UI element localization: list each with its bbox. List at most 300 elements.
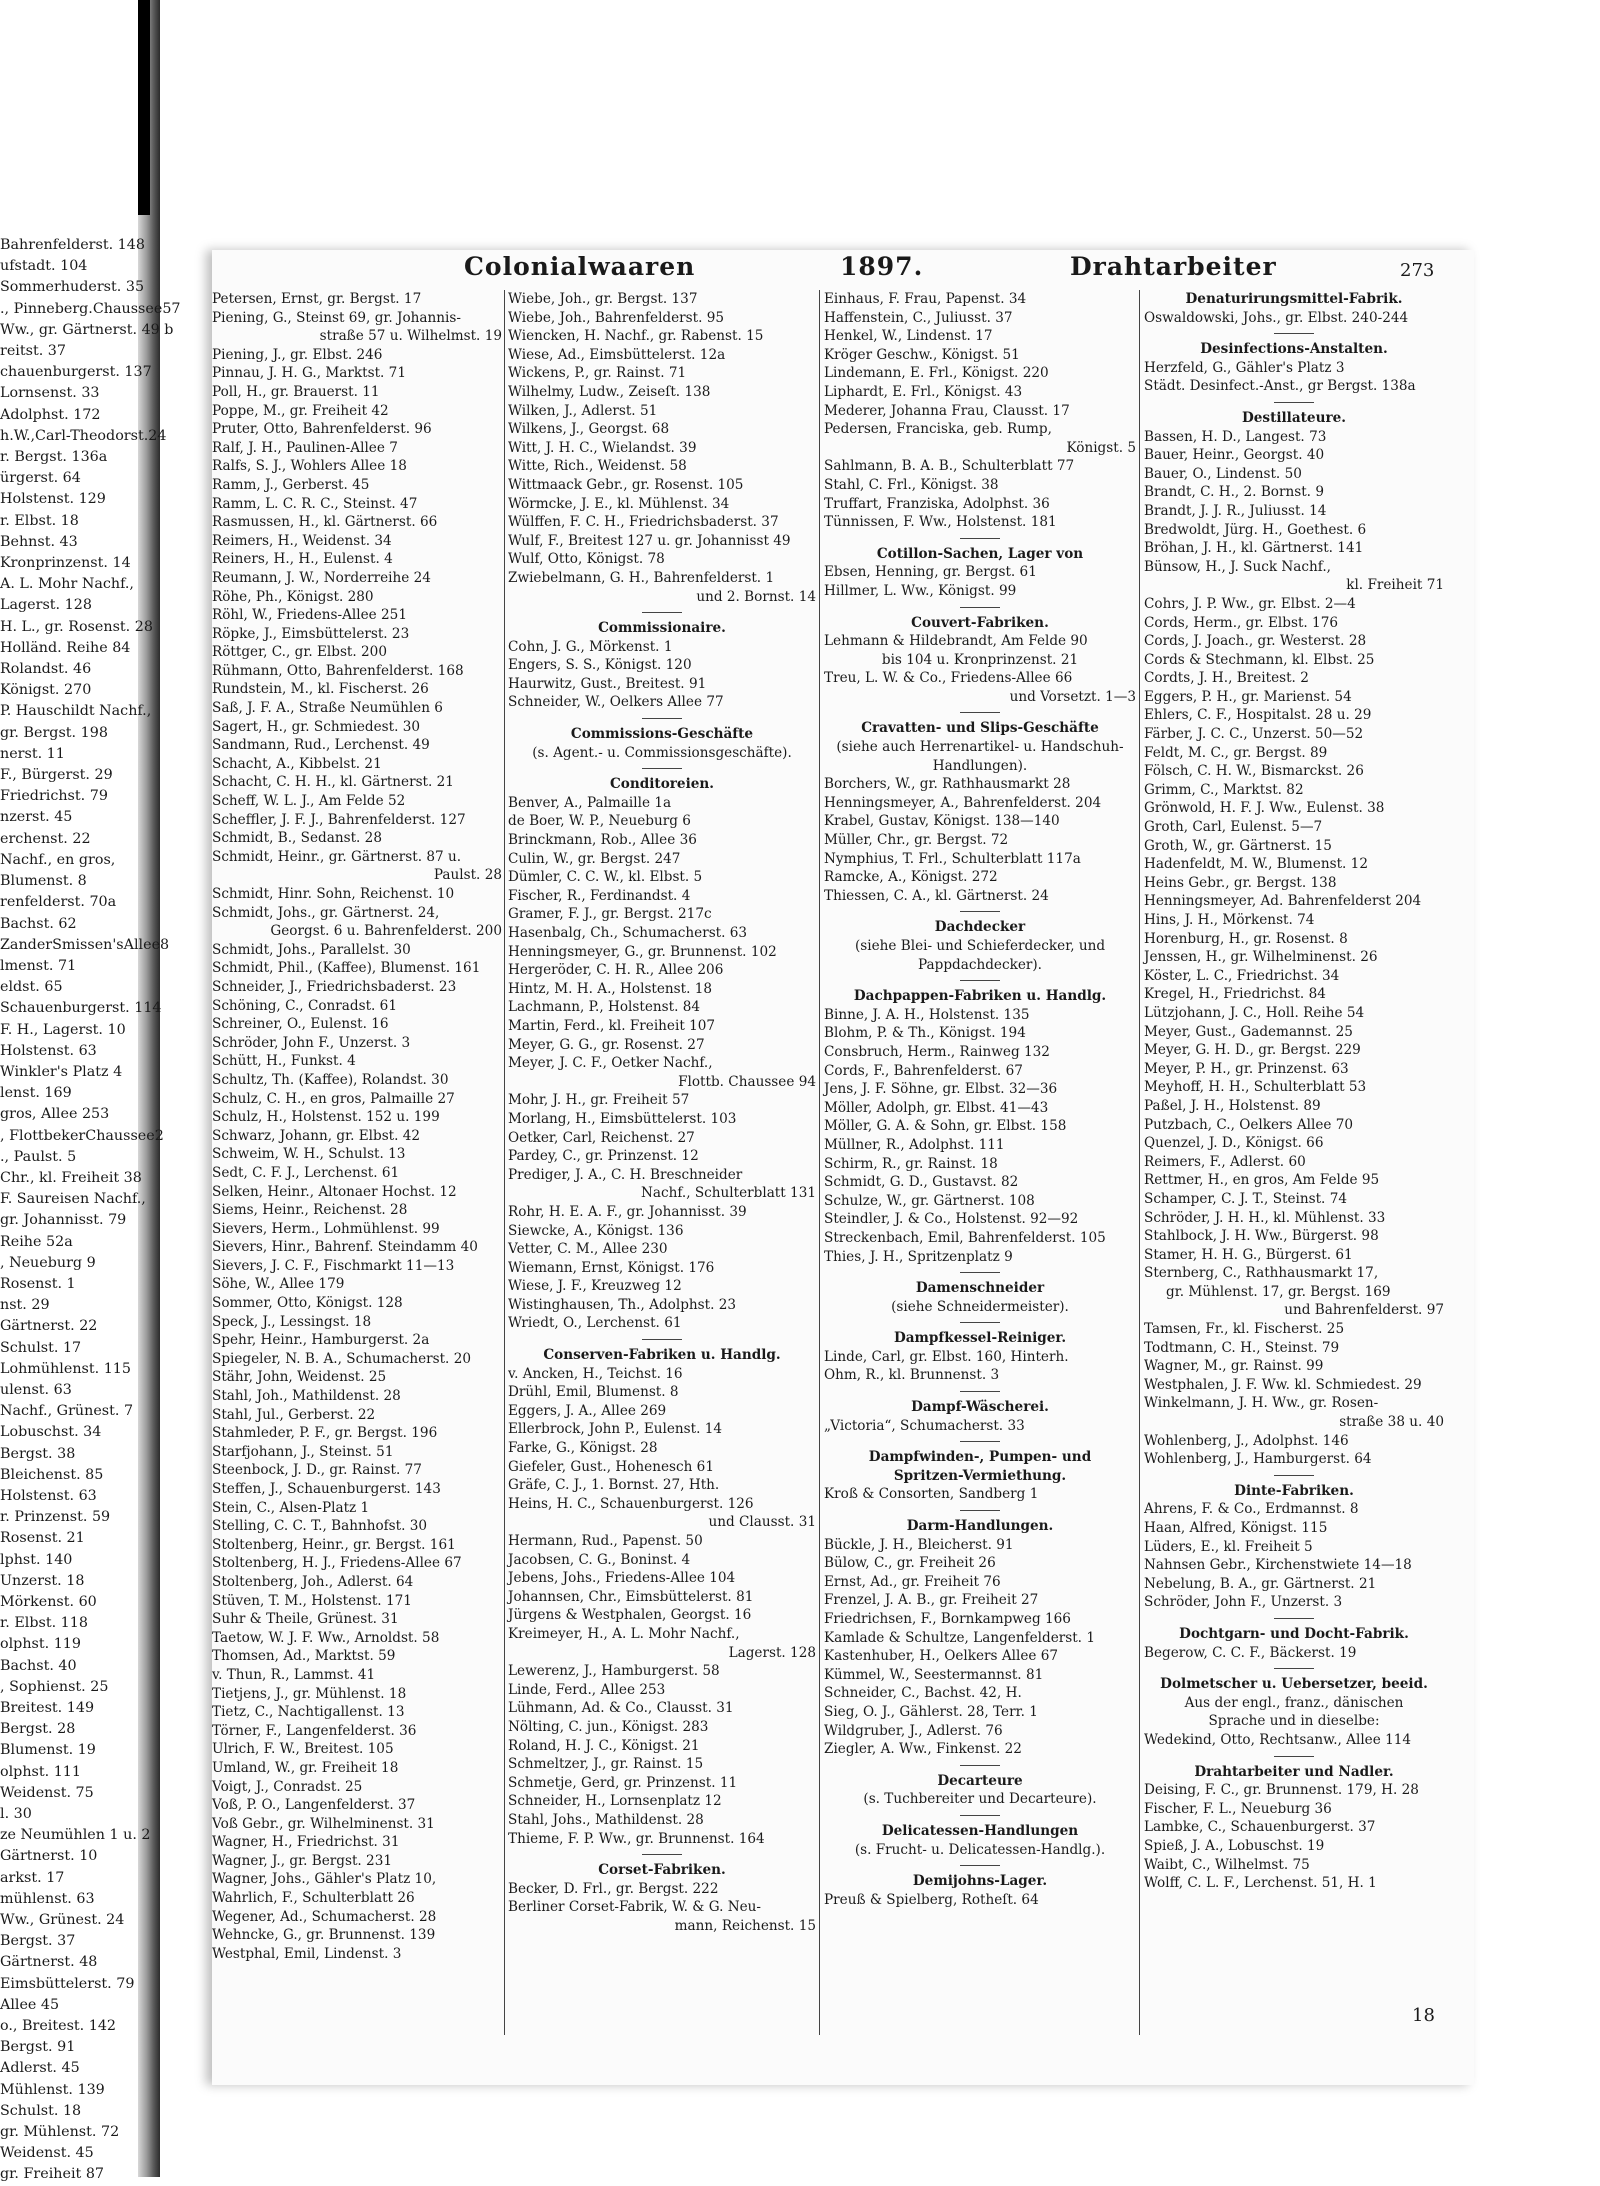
section-divider [960, 1391, 1000, 1392]
section-heading: Dinte-Fabriken. [1234, 1482, 1354, 1499]
left-page-line: Schauenburgerst. 114 [0, 1000, 162, 1017]
directory-entry: Mederer, Johanna Frau, Clausst. 17 [824, 402, 1070, 419]
directory-entry: Reumann, J. W., Norderreihe 24 [212, 569, 431, 586]
directory-entry: Schröder, John F., Unzerst. 3 [1144, 1594, 1343, 1611]
directory-entry: Pruter, Otto, Bahrenfelderst. 96 [212, 421, 432, 438]
directory-entry: Köster, L. C., Friedrichst. 34 [1144, 967, 1340, 984]
directory-entry: Schmidt, G. D., Gustavst. 82 [824, 1174, 1019, 1191]
directory-entry: Meyer, Gust., Gademannst. 25 [1144, 1023, 1353, 1040]
directory-entry: Westphalen, J. F. Ww. kl. Schmiedest. 29 [1144, 1376, 1422, 1393]
directory-entry: Witte, Rich., Weidenst. 58 [508, 458, 687, 475]
directory-entry: Wriedt, O., Lerchenst. 61 [508, 1315, 682, 1332]
page-number: 273 [1400, 260, 1435, 281]
directory-entry: Ramm, L. C. R. C., Steinst. 47 [212, 495, 418, 512]
left-page-line: Bergst. 37 [0, 1933, 76, 1950]
directory-entry: Stahlbock, J. H. Ww., Bürgerst. 98 [1144, 1228, 1379, 1245]
left-page-line: Gärtnerst. 48 [0, 1954, 98, 1971]
left-page-line: Blumenst. 19 [0, 1742, 96, 1759]
section-divider [960, 911, 1000, 912]
directory-entry: Scheffler, J. F. J., Bahrenfelderst. 127 [212, 811, 466, 828]
left-page-line: Rosenst. 21 [0, 1530, 85, 1547]
directory-entry: Röttger, C., gr. Elbst. 200 [212, 644, 387, 661]
left-page-line: F. Saureisen Nachf., [0, 1191, 146, 1208]
left-page-line: ürgerst. 64 [0, 470, 81, 487]
directory-entry: Steffen, J., Schauenburgerst. 143 [212, 1481, 441, 1497]
directory-entry: Heins Gebr., gr. Bergst. 138 [1144, 874, 1337, 891]
left-page-line: Mörkenst. 60 [0, 1594, 97, 1610]
directory-entry: „Victoria“, Schumacherst. 33 [824, 1417, 1025, 1434]
directory-entry: Cordts, J. H., Breitest. 2 [1144, 670, 1309, 687]
directory-entry: und Vorsetzt. 1—3 [1009, 688, 1136, 705]
binding-tab [138, 0, 150, 215]
directory-entry: Cords & Stechmann, kl. Elbst. 25 [1144, 651, 1375, 668]
directory-entry: Rohr, H. E. A. F., gr. Johannisst. 39 [508, 1203, 747, 1220]
section-note: bis 104 u. Kronprinzenst. 21 [881, 651, 1079, 668]
directory-entry: Rühmann, Otto, Bahrenfelderst. 168 [212, 662, 464, 679]
directory-entry: Prediger, J. A., C. H. Breschneider [508, 1166, 743, 1183]
directory-entry: und Bahrenfelderst. 97 [1284, 1302, 1444, 1319]
directory-entry: Dümler, C. C. W., kl. Elbst. 5 [508, 869, 703, 886]
directory-entry: Kastenhuber, H., Oelkers Allee 67 [824, 1648, 1059, 1665]
section-note: Pappdachdecker). [918, 956, 1042, 973]
section-divider [1274, 333, 1314, 334]
section-heading: Darm-Handlungen. [906, 1518, 1054, 1535]
directory-entry: Ramm, J., Gerberst. 45 [212, 476, 370, 493]
directory-entry: Lützjohann, J. C., Holl. Reihe 54 [1144, 1004, 1365, 1021]
directory-entry: Kroß & Consorten, Sandberg 1 [824, 1486, 1039, 1503]
section-heading: Commissionaire. [598, 620, 726, 637]
directory-entry: Umland, W., gr. Freiheit 18 [212, 1759, 399, 1776]
left-page-line: Bleichenst. 85 [0, 1466, 104, 1483]
directory-entry: Starfjohann, J., Steinst. 51 [212, 1443, 394, 1460]
directory-entry: Färber, J. C. C., Unzerst. 50—52 [1144, 726, 1364, 743]
directory-entry: Thomsen, Ad., Marktst. 59 [212, 1648, 396, 1665]
column-rule [504, 290, 505, 2035]
directory-entry: Wagner, Johs., Gähler's Platz 10, [212, 1871, 437, 1888]
directory-entry: Cohrs, J. P. Ww., gr. Elbst. 2—4 [1144, 595, 1356, 612]
directory-entry: Schirm, R., gr. Rainst. 18 [824, 1155, 998, 1172]
directory-entry: Hasenbalg, Ch., Schumacherst. 63 [508, 925, 748, 941]
left-page-line: Holstenst. 63 [0, 1042, 97, 1059]
directory-entry: Rettmer, H., en gros, Am Felde 95 [1144, 1172, 1380, 1189]
directory-entry: Stoltenberg, Joh., Adlerst. 64 [212, 1573, 414, 1590]
directory-entry: Siems, Heinr., Reichenst. 28 [212, 1202, 408, 1219]
section-divider [642, 768, 682, 769]
directory-entry: Kreimeyer, H., A. L. Mohr Nachf., [508, 1625, 740, 1642]
directory-entry: Lehmann & Hildebrandt, Am Felde 90 [824, 633, 1088, 650]
directory-entry: v. Ancken, H., Teichst. 16 [508, 1365, 683, 1382]
directory-entry: Putzbach, C., Oelkers Allee 70 [1144, 1116, 1354, 1133]
left-page-line: gros, Allee 253 [0, 1106, 110, 1123]
directory-entry: Benver, A., Palmaille 1a [508, 794, 672, 811]
section-divider [1274, 1756, 1314, 1757]
directory-entry: Wiemann, Ernst, Königst. 176 [508, 1259, 715, 1276]
section-divider [960, 1272, 1000, 1273]
directory-entry: Linde, Ferd., Allee 253 [508, 1681, 666, 1698]
left-page-line: Nachf., Grünest. 7 [0, 1403, 134, 1420]
directory-entry: Preuß & Spielberg, Rotheſt. 64 [824, 1891, 1039, 1908]
directory-entry: Poll, H., gr. Brauerst. 11 [212, 383, 380, 400]
directory-entry: Tamsen, Fr., kl. Fischerst. 25 [1144, 1321, 1345, 1338]
directory-entry: Nachf., Schulterblatt 131 [640, 1185, 816, 1202]
section-heading: Dampfwinden-, Pumpen- und [868, 1449, 1092, 1466]
left-page-line: Reihe 52a [0, 1233, 73, 1250]
directory-entry: Wülffen, F. C. H., Friedrichsbaderst. 37 [508, 514, 779, 531]
left-page-line: Bergst. 38 [0, 1445, 76, 1462]
directory-entry: Einhaus, F. Frau, Papenst. 34 [824, 291, 1027, 307]
directory-entry: Hintz, M. H. A., Holstenst. 18 [508, 980, 713, 997]
directory-entry: Bassen, H. D., Langest. 73 [1144, 428, 1327, 445]
left-page-line: Eimsbüttelerst. 79 [0, 1975, 135, 1992]
directory-entry: Scheff, W. L. J., Am Felde 52 [212, 793, 406, 810]
section-heading: Dochtgarn- und Docht-Fabrik. [1179, 1625, 1409, 1642]
directory-entry: Wedekind, Otto, Rechtsanw., Allee 114 [1144, 1731, 1412, 1748]
directory-entry: Röpke, J., Eimsbüttelerst. 23 [212, 625, 410, 642]
directory-entry: Schmidt, Johs., gr. Gärtnerst. 24, [212, 904, 440, 921]
directory-entry: Meyer, G. G., gr. Rosenst. 27 [508, 1036, 705, 1053]
section-heading: Cotillon-Sachen, Lager von [876, 545, 1084, 562]
left-page-line: , FlottbekerChaussee2 [0, 1127, 164, 1144]
directory-entry: Reimers, H., Weidenst. 34 [212, 532, 392, 549]
directory-entry: Frenzel, J. A. B., gr. Freiheit 27 [824, 1592, 1039, 1609]
left-page-line: Bachst. 40 [0, 1657, 77, 1674]
directory-entry: Kümmel, W., Seestermannst. 81 [824, 1666, 1044, 1683]
directory-entry: Streckenbach, Emil, Bahrenfelderst. 105 [824, 1229, 1106, 1246]
directory-entry: Ahrens, F. & Co., Erdmannst. 8 [1144, 1501, 1359, 1518]
directory-entry: Hillmer, L. Ww., Königst. 99 [824, 582, 1017, 599]
left-page-line: F. H., Lagerst. 10 [0, 1021, 126, 1038]
directory-entry: Bauer, O., Lindenst. 50 [1144, 465, 1302, 482]
left-page-line: mühlenst. 63 [0, 1890, 95, 1907]
section-divider [642, 1339, 682, 1340]
directory-entry: Sedt, C. F. J., Lerchenst. 61 [212, 1164, 400, 1181]
left-page-line: ZanderSmissen'sAllee8 [0, 936, 170, 953]
left-page-line: gr. Mühlenst. 72 [0, 2124, 120, 2141]
directory-entry: Tietjens, J., gr. Mühlenst. 18 [212, 1685, 407, 1702]
directory-entry: Müller, Chr., gr. Bergst. 72 [824, 832, 1009, 849]
left-page-line: o., Breitest. 142 [0, 2018, 117, 2035]
directory-entry: Sagert, H., gr. Schmiedest. 30 [212, 718, 421, 735]
header-year: 1897. [840, 252, 924, 281]
directory-entry: Vetter, C. M., Allee 230 [508, 1241, 668, 1258]
directory-entry: Borchers, W., gr. Rathhausmarkt 28 [824, 776, 1071, 793]
directory-entry: Krabel, Gustav, Königst. 138—140 [824, 813, 1060, 830]
directory-entry: Feldt, M. C., gr. Bergst. 89 [1144, 744, 1328, 761]
directory-entry: Pedersen, Franciska, geb. Rump, [824, 421, 1052, 438]
header-right-title: Drahtarbeiter [1070, 252, 1277, 281]
section-divider [1274, 402, 1314, 403]
directory-entry: Törner, F., Langenfelderst. 36 [212, 1722, 417, 1739]
section-divider [960, 1510, 1000, 1511]
directory-entry: Pinnau, J. H. G., Marktst. 71 [212, 365, 406, 382]
left-page-line: Lagerst. 128 [0, 597, 92, 614]
directory-entry: Wulf, F., Breitest 127 u. gr. Johannisst 49 [508, 532, 791, 549]
left-page-line: gr. Freiheit 87 [0, 2166, 105, 2183]
directory-entry: Stahl, Johs., Mathildenst. 28 [508, 1811, 704, 1828]
section-divider [642, 612, 682, 613]
directory-entry: Cords, F., Bahrenfelderst. 67 [824, 1062, 1023, 1079]
directory-entry: Schwarz, Johann, gr. Elbst. 42 [212, 1127, 421, 1144]
directory-entry: Schmidt, Heinr., gr. Gärtnerst. 87 u. [212, 848, 462, 865]
directory-entry: Hadenfeldt, M. W., Blumenst. 12 [1144, 856, 1368, 873]
directory-entry: Wiebe, Joh., Bahrenfelderst. 95 [508, 309, 725, 326]
directory-entry: Thieme, F. P. Ww., gr. Brunnenst. 164 [508, 1830, 765, 1847]
directory-entry: Bülow, C., gr. Freiheit 26 [824, 1555, 996, 1572]
directory-entry: Cords, Herm., gr. Elbst. 176 [1144, 614, 1339, 631]
left-page-line: Chr., kl. Freiheit 38 [0, 1169, 142, 1186]
directory-entry: Jenssen, H., gr. Wilhelminenst. 26 [1144, 949, 1378, 966]
left-page-line: Ww., Grünest. 24 [0, 1912, 125, 1929]
left-page-line: erchenst. 22 [0, 830, 91, 847]
left-page-line: , Neueburg 9 [0, 1254, 96, 1271]
directory-entry: Bröhan, J. H., kl. Gärtnerst. 141 [1144, 540, 1364, 557]
directory-entry: Bünsow, H., J. Suck Nachf., [1144, 558, 1331, 575]
column-2 [508, 290, 816, 1935]
directory-entry: Tietz, C., Nachtigallenst. 13 [212, 1704, 405, 1721]
directory-entry: Stahl, Joh., Mathildenst. 28 [212, 1388, 401, 1405]
directory-entry: Spieß, J. A., Lobuschst. 19 [1144, 1837, 1325, 1854]
left-page-line: r. Elbst. 18 [0, 512, 79, 529]
directory-entry: Sommer, Otto, Königst. 128 [212, 1295, 403, 1312]
section-heading: Drahtarbeiter und Nadler. [1194, 1763, 1394, 1780]
directory-entry: gr. Mühlenst. 17, gr. Bergst. 169 [1166, 1283, 1391, 1300]
directory-entry: Brinckmann, Rob., Allee 36 [508, 832, 697, 849]
left-page-line: nst. 29 [0, 1297, 50, 1314]
directory-entry: Becker, D. Frl., gr. Bergst. 222 [508, 1880, 719, 1897]
directory-entry: Heins, H. C., Schauenburgerst. 126 [508, 1495, 754, 1512]
left-page-line: gr. Bergst. 198 [0, 724, 108, 741]
directory-entry: Kröger Geschw., Königst. 51 [824, 346, 1020, 363]
column-rule [1139, 290, 1140, 2035]
directory-entry: Sieg, O. J., Gählerst. 28, Terr. 1 [824, 1703, 1038, 1720]
directory-entry: Stüven, T. M., Holstenst. 171 [212, 1592, 412, 1609]
directory-entry: Wagner, J., gr. Bergst. 231 [212, 1852, 393, 1869]
directory-entry: Selken, Heinr., Altonaer Hochst. 12 [212, 1183, 457, 1200]
section-heading: Destillateure. [1241, 409, 1347, 426]
left-page-line: Mühlenst. 139 [0, 2081, 105, 2098]
directory-entry: Ohm, R., kl. Brunnenst. 3 [824, 1367, 1000, 1384]
left-page-line: H. L., gr. Rosenst. 28 [0, 618, 153, 635]
directory-entry: Steindler, J. & Co., Holstenst. 92—92 [824, 1211, 1079, 1228]
directory-entry: Herzfeld, G., Gähler's Platz 3 [1144, 359, 1345, 376]
left-page-line: Holländ. Reihe 84 [0, 639, 131, 656]
directory-entry: Schacht, A., Kibbelst. 21 [212, 755, 382, 772]
directory-entry: Witt, J. H. C., Wielandst. 39 [508, 439, 697, 456]
left-page-line: Breitest. 149 [0, 1700, 95, 1717]
left-page-line: ., Paulst. 5 [0, 1148, 77, 1165]
directory-entry: Spiegeler, N. B. A., Schumacherst. 20 [212, 1350, 471, 1367]
left-page-line: Kronprinzenst. 14 [0, 555, 131, 572]
left-page-line: r. Elbst. 118 [0, 1615, 88, 1632]
directory-entry: Sternberg, C., Rathhausmarkt 17, [1144, 1265, 1379, 1282]
directory-entry: Spehr, Heinr., Hamburgerst. 2a [212, 1332, 430, 1349]
directory-entry: Schreiner, O., Eulenst. 16 [212, 1016, 389, 1033]
directory-entry: Lewerenz, J., Hamburgerst. 58 [508, 1663, 720, 1680]
directory-entry: Bückle, J. H., Bleicherst. 91 [824, 1536, 1014, 1553]
left-page-line: r. Bergst. 136a [0, 449, 108, 466]
directory-entry: Ehlers, C. F., Hospitalst. 28 u. 29 [1144, 707, 1372, 724]
directory-entry: Berliner Corset-Fabrik, W. & G. Neu- [508, 1899, 762, 1916]
left-page-line: olphst. 111 [0, 1763, 81, 1780]
section-divider [1274, 1618, 1314, 1619]
directory-entry: Drühl, Emil, Blumenst. 8 [508, 1384, 679, 1401]
section-heading: Commissions-Geschäfte [570, 726, 754, 743]
section-divider [642, 718, 682, 719]
directory-entry: Petersen, Ernst, gr. Bergst. 17 [212, 291, 422, 307]
directory-entry: Hermann, Rud., Papenst. 50 [508, 1533, 703, 1549]
directory-entry: Ramcke, A., Königst. 272 [824, 869, 998, 886]
directory-entry: Linde, Carl, gr. Elbst. 160, Hinterh. [824, 1348, 1069, 1365]
left-page-line: reitst. 37 [0, 343, 66, 360]
left-page-line: Friedrichst. 79 [0, 788, 108, 805]
directory-entry: Jebens, Johs., Friedens-Allee 104 [508, 1570, 736, 1587]
left-page-line: P. Hauschildt Nachf., [0, 703, 152, 720]
directory-entry: Wiebe, Joh., gr. Bergst. 137 [508, 291, 698, 307]
directory-entry: Schmidt, Phil., (Kaffee), Blumenst. 161 [212, 960, 481, 977]
directory-entry: Lüders, E., kl. Freiheit 5 [1144, 1538, 1313, 1555]
directory-entry: Blohm, P. & Th., Königst. 194 [824, 1025, 1026, 1042]
directory-entry: Friedrichsen, F., Bornkampweg 166 [824, 1611, 1071, 1627]
directory-entry: Ralf, J. H., Paulinen-Allee 7 [212, 439, 398, 456]
section-divider [960, 1322, 1000, 1323]
directory-entry: Hins, J. H., Mörkenst. 74 [1144, 912, 1315, 928]
left-page-line: lenst. 169 [0, 1085, 72, 1102]
directory-entry: Rasmussen, H., kl. Gärtnerst. 66 [212, 514, 438, 531]
directory-entry: Martin, Ferd., kl. Freiheit 107 [508, 1017, 716, 1034]
directory-entry: Röhe, Ph., Königst. 280 [212, 588, 374, 605]
left-page-line: Schulst. 17 [0, 1339, 82, 1356]
directory-entry: Speck, J., Lessingst. 18 [212, 1313, 372, 1330]
left-page-line: Winkler's Platz 4 [0, 1063, 123, 1080]
section-note: (siehe auch Herrenartikel- u. Handschuh- [836, 739, 1124, 756]
section-divider [960, 980, 1000, 981]
section-heading: Delicatessen-Handlungen [881, 1822, 1079, 1839]
column-4 [1144, 290, 1444, 1893]
directory-entry: Wehncke, G., gr. Brunnenst. 139 [212, 1927, 436, 1944]
left-page-line: Nachf., en gros, [0, 851, 116, 868]
directory-entry: Horenburg, H., gr. Rosenst. 8 [1144, 930, 1348, 947]
left-page-line: A. L. Mohr Nachf., [0, 576, 134, 593]
directory-entry: Wiencken, H. Nachf., gr. Rabenst. 15 [508, 328, 764, 345]
directory-entry: Wittmaack Gebr., gr. Rosenst. 105 [508, 476, 744, 493]
directory-entry: Johannsen, Chr., Eimsbüttelerst. 81 [508, 1588, 754, 1605]
column-rule [819, 290, 820, 2035]
left-page-fragment [0, 235, 200, 2183]
left-page-line: Rolandst. 46 [0, 661, 92, 678]
directory-entry: Gramer, F. J., gr. Bergst. 217c [508, 906, 712, 923]
left-page-line: l. 30 [0, 1806, 32, 1823]
left-page-line: , Sophienst. 25 [0, 1678, 109, 1695]
header-left-title: Colonialwaaren [464, 252, 696, 281]
directory-entry: Schneider, H., Lornsenplatz 12 [508, 1793, 722, 1810]
directory-entry: Schöning, C., Conradst. 61 [212, 997, 397, 1014]
directory-entry: straße 57 u. Wilhelmst. 19 [319, 328, 502, 345]
directory-entry: Deising, F. C., gr. Brunnenst. 179, H. 28 [1144, 1782, 1419, 1799]
running-header [212, 250, 1474, 290]
directory-entry: straße 38 u. 40 [1339, 1414, 1444, 1431]
directory-entry: Nymphius, T. Frl., Schulterblatt 117a [824, 850, 1081, 867]
left-page-line: Unzerst. 18 [0, 1572, 85, 1589]
directory-entry: Schacht, C. H. H., kl. Gärtnerst. 21 [212, 774, 454, 791]
left-page-line: Weidenst. 45 [0, 2145, 94, 2162]
section-heading: Dampf-Wäscherei. [911, 1399, 1049, 1416]
directory-entry: Lambke, C., Schauenburgerst. 37 [1144, 1819, 1376, 1836]
directory-entry: Schneider, C., Bachst. 42, H. [824, 1685, 1022, 1702]
directory-entry: Schmetje, Gerd, gr. Prinzenst. 11 [508, 1774, 738, 1791]
left-page-line: Bahrenfelderst. 148 [0, 237, 145, 253]
directory-entry: Söhe, W., Allee 179 [212, 1276, 345, 1293]
directory-entry: mann, Reichenst. 15 [674, 1917, 816, 1934]
section-divider [960, 1765, 1000, 1766]
section-note: (siehe Blei- und Schieferdecker, und [854, 938, 1106, 954]
directory-entry: Wiese, Ad., Eimsbüttelerst. 12a [508, 346, 726, 363]
left-page-line: nzerst. 45 [0, 809, 73, 826]
directory-entry: Reimers, F., Adlerst. 60 [1144, 1153, 1306, 1170]
directory-entry: Haffenstein, C., Juliusst. 37 [824, 309, 1013, 326]
left-page-line: ufstadt. 104 [0, 258, 88, 275]
left-page-line: Sommerhuderst. 35 [0, 279, 145, 296]
directory-entry: Engers, S. S., Königst. 120 [508, 657, 692, 674]
directory-entry: Fischer, F. L., Neueburg 36 [1144, 1800, 1332, 1817]
directory-entry: Ellerbrock, John P., Eulenst. 14 [508, 1421, 723, 1438]
directory-entry: Sievers, J. C. F., Fischmarkt 11—13 [212, 1257, 455, 1274]
directory-entry: Sievers, Hinr., Bahrenf. Steindamm 40 [212, 1239, 478, 1256]
section-note: Handlungen). [932, 757, 1028, 774]
section-divider [642, 1854, 682, 1855]
directory-entry: Jacobsen, C. G., Boninst. 4 [508, 1551, 691, 1568]
left-page-line: eldst. 65 [0, 979, 63, 996]
directory-entry: Meyhoff, H. H., Schulterblatt 53 [1144, 1079, 1367, 1096]
section-heading: Dachpappen-Fabriken u. Handlg. [853, 988, 1107, 1005]
directory-entry: Möller, G. A. & Sohn, gr. Elbst. 158 [824, 1118, 1067, 1135]
left-page-line: Bergst. 28 [0, 1721, 76, 1738]
left-page-line: Lornsenst. 33 [0, 385, 100, 402]
directory-entry: de Boer, W. P., Neueburg 6 [508, 813, 691, 830]
directory-entry: Ernst, Ad., gr. Freiheit 76 [824, 1573, 1001, 1590]
directory-entry: und Clausst. 31 [708, 1514, 816, 1531]
directory-entry: Hergeröder, C. H. R., Allee 206 [508, 962, 724, 979]
directory-entry: Kregel, H., Friedrichst. 84 [1144, 986, 1326, 1003]
directory-entry: Voß, P. O., Langenfelderst. 37 [212, 1797, 416, 1814]
column-1 [212, 290, 502, 1963]
directory-entry: Zwiebelmann, G. H., Bahrenfelderst. 1 [508, 569, 775, 586]
directory-page [212, 250, 1474, 2085]
directory-entry: Voß Gebr., gr. Wilhelminenst. 31 [212, 1815, 435, 1832]
section-heading: Couvert-Fabriken. [911, 614, 1049, 631]
directory-entry: Schulz, C. H., en gros, Palmaille 27 [212, 1090, 455, 1107]
directory-entry: Henningsmeyer, Ad. Bahrenfelderst 204 [1144, 893, 1422, 910]
directory-entry: Grimm, C., Marktst. 82 [1144, 781, 1304, 798]
left-page-line: Rosenst. 1 [0, 1275, 76, 1292]
directory-entry: Stelling, C. C. T., Bahnhofst. 30 [212, 1518, 428, 1535]
left-page-line: Gärtnerst. 10 [0, 1848, 98, 1865]
directory-entry: Winkelmann, J. H. Ww., gr. Rosen- [1144, 1395, 1379, 1412]
left-page-line: Blumenst. 8 [0, 873, 87, 890]
directory-entry: Meyer, G. H. D., gr. Bergst. 229 [1144, 1042, 1361, 1059]
directory-entry: Steenbock, J. D., gr. Rainst. 77 [212, 1462, 422, 1479]
directory-entry: Piening, J., gr. Elbst. 246 [212, 346, 383, 363]
directory-entry: Lindemann, E. Frl., Königst. 220 [824, 365, 1049, 382]
left-page-line: Holstenst. 63 [0, 1487, 97, 1504]
section-heading: Dampfkessel-Reiniger. [893, 1330, 1067, 1347]
section-heading: Conditoreien. [609, 776, 715, 793]
column-3 [824, 290, 1136, 1909]
section-note: Sprache und in dieselbe: [1208, 1713, 1380, 1730]
directory-entry: Müllner, R., Adolphst. 111 [824, 1136, 1005, 1153]
left-page-line: Adlerst. 45 [0, 2060, 80, 2077]
directory-entry: Stahl, C. Frl., Königst. 38 [824, 476, 999, 493]
left-page-line: Ww., gr. Gärtnerst. 49 b [0, 321, 174, 338]
